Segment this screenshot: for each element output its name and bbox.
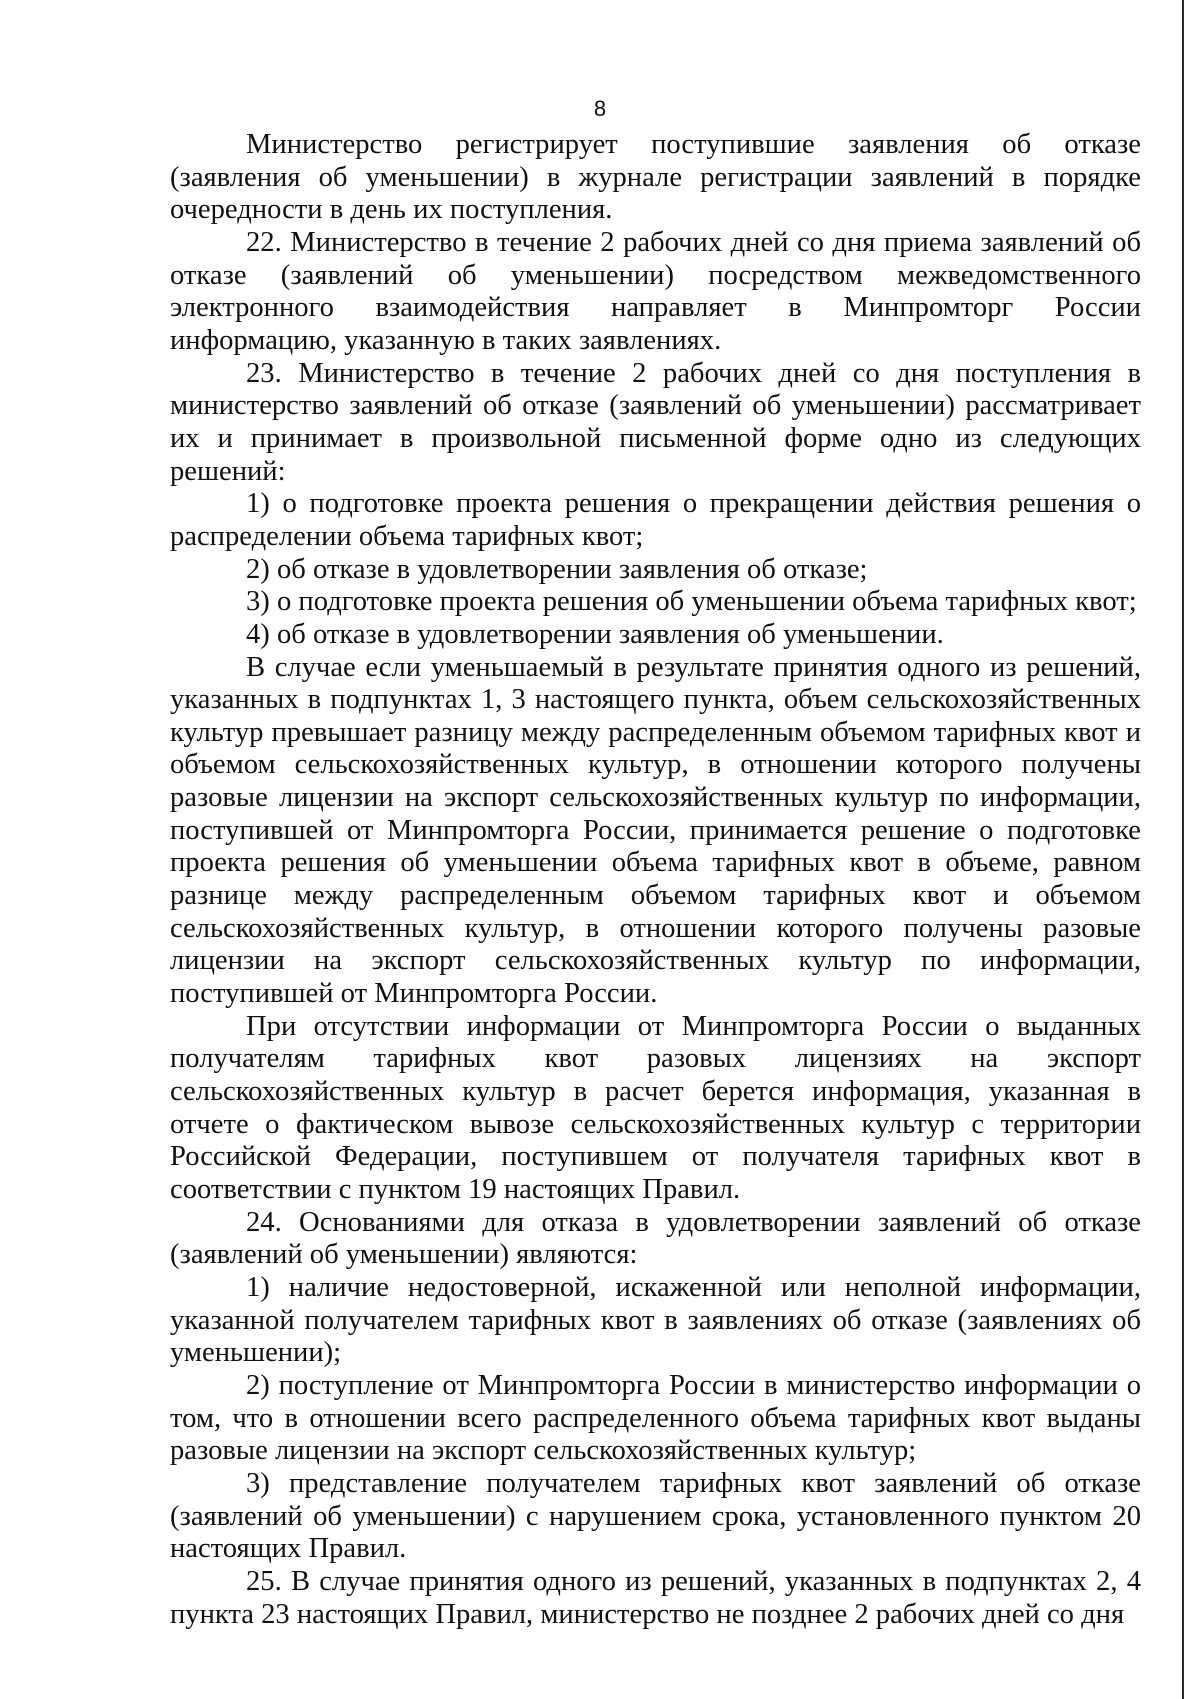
document-body — [170, 129, 1141, 1631]
paragraph-item-24-sub-1: 1) наличие недостоверной, искаженной или неполной информации, указанной получателем тарифных квот в заявлениях об отказе (заявлениях об уменьшении); — [170, 1271, 1141, 1369]
paragraph-item-24: 24. Основаниями для отказа в удовлетворении заявлений об отказе (заявлений об уменьшении) являются: — [170, 1206, 1141, 1271]
paragraph-reduction-case: В случае если уменьшаемый в результате принятия одного из решений, указанных в подпунктах 1, 3 настоящего пункта, объем сельскохозяйственных культур превышает разницу между распределенным объемом тарифных квот и объемом сельскохозяйственных культур, в отношении которого получены разовые лицензии на экспорт сельскохозяйственных культур по информации, поступившей от Минпромторга России, принимается решение о подготовке проекта решения об уменьшении объема тарифных квот в объеме, равном разнице между распределенным объемом тарифных квот и объемом сельскохозяйственных культур, в отношении которого получены разовые лицензии на экспорт сельскохозяйственных культур по информации, поступившей от Минпромторга России. — [170, 651, 1141, 1010]
paragraph-item-23: 23. Министерство в течение 2 рабочих дней со дня поступления в министерство заявлений об отказе (заявлений об уменьшении) рассматривает их и принимает в произвольной письменной форме одно из следующих решений: — [170, 357, 1141, 487]
paragraph-item-23-sub-1: 1) о подготовке проекта решения о прекращении действия решения о распределении объема тарифных квот; — [170, 488, 1141, 552]
paragraph-item-22: 22. Министерство в течение 2 рабочих дней со дня приема заявлений об отказе (заявлений об уменьшении) посредством межведомственного электронного взаимодействия направляет в Минпромторг России информацию, указанную в таких заявлениях. — [170, 226, 1141, 356]
paragraph-item-23-sub-3: 3) о подготовке проекта решения об уменьшении объема тарифных квот; — [246, 586, 1137, 618]
paragraph-item-24-sub-2: 2) поступление от Минпромторга России в министерство информации о том, что в отношении всего распределенного объема тарифных квот выданы разовые лицензии на экспорт сельскохозяйственных культур; — [170, 1369, 1141, 1467]
paragraph-item-24-sub-3: 3) представление получателем тарифных квот заявлений об отказе (заявлений об уменьшении) с нарушением срока, установленного пунктом 20 настоящих Правил. — [170, 1467, 1141, 1565]
paragraph-absence-of-info: При отсутствии информации от Минпромторга России о выданных получателям тарифных квот разовых лицензиях на экспорт сельскохозяйственных культур в расчет берется информация, указанная в отчете о фактическом вывозе сельскохозяйственных культур с территории Российской Федерации, поступившем от получателя тарифных квот в соответствии с пунктом 19 настоящих Правил. — [170, 1010, 1141, 1205]
scan-edge-line — [1182, 0, 1184, 1699]
page-number: 8 — [593, 96, 607, 121]
paragraph-item-25: 25. В случае принятия одного из решений, указанных в подпунктах 2, 4 пункта 23 настоящих Правил, министерство не позднее 2 рабочих дней со дня — [170, 1565, 1141, 1630]
paragraph-item-23-sub-4: 4) об отказе в удовлетворении заявления об уменьшении. — [246, 618, 944, 650]
paragraph-registration: Министерство регистрирует поступившие заявления об отказе (заявления об уменьшении) в журнале регистрации заявлений в порядке очередности в день их поступления. — [170, 129, 1141, 226]
paragraph-item-23-sub-2: 2) об отказе в удовлетворении заявления об отказе; — [246, 553, 868, 585]
